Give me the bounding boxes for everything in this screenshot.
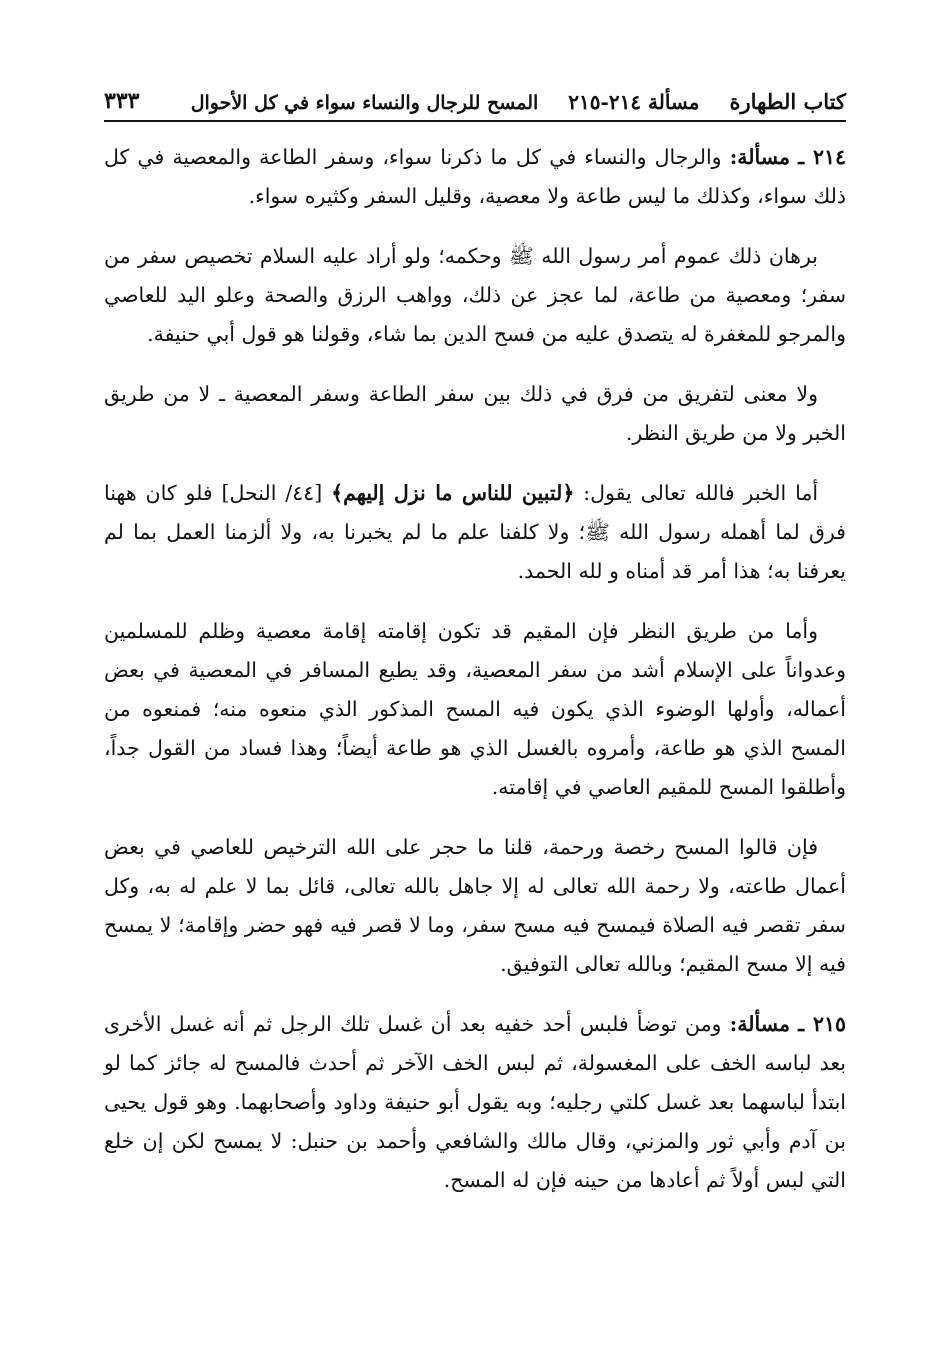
paragraph-text: ولا معنى لتفريق من فرق في ذلك بين سفر الطاعة وسفر المعصية ـ لا من طريق الخبر ولا من طريق النظر. — [104, 382, 846, 445]
paragraph-text: فإن قالوا المسح رخصة ورحمة، قلنا ما حجر على الله الترخيص للعاصي في بعض أعمال طاعته، ولا رحمة الله تعالى له إلا جاهل بالله تعالى، قائل بما لا علم له به، وكل سفر تقصر فيه الصلاة فيمسح فيه مسح سفر، وما لا قصر فيه فهو حضر وإقامة؛ لا يمسح فيه إلا مسح المقيم؛ وبالله تعالى التوفيق. — [104, 835, 846, 976]
quran-quote: ﴿لتبين للناس ما نزل إليهم﴾ — [331, 481, 575, 505]
paragraph-reasoning — [104, 612, 846, 807]
book-title: كتاب الطهارة — [729, 89, 846, 114]
issue-number: ٢١٤ ـ — [798, 145, 846, 169]
issue-number: ٢١٥ ـ — [798, 1012, 846, 1036]
paragraph-issue-215 — [104, 1005, 846, 1200]
issue-range: مسألة ٢١٤-٢١٥ — [568, 90, 700, 114]
paragraph-text-after: [٤٤/ النحل] فلو كان ههنا فرق لما أهمله رسول الله ﷺ؛ ولا كلفنا علم ما لم يخبرنا به، ولا ألزمنا العمل بما لم يعرفنا به؛ هذا أمر قد أمناه و لله الحمد. — [104, 481, 846, 583]
paragraph-report — [104, 474, 846, 591]
paragraph-issue-214 — [104, 138, 846, 216]
issue-label: مسألة: — [729, 1012, 790, 1036]
paragraph-text-before: أما الخبر فالله تعالى يقول: — [574, 481, 819, 505]
issue-label: مسألة: — [729, 145, 791, 169]
paragraph-text: برهان ذلك عموم أمر رسول الله ﷺ وحكمه؛ ولو أراد عليه السلام تخصيص سفر من سفر؛ ومعصية من طاعة، لما عجز عن ذلك، وواهب الرزق والصحة وعلو اليد للعاصي والمرجو للمغفرة له يتصدق عليه من فسح الدين بما شاء، وقولنا هو قول أبي حنيفة. — [104, 244, 846, 346]
header-titles — [191, 89, 846, 114]
paragraph-text: والرجال والنساء في كل ما ذكرنا سواء، وسفر الطاعة والمعصية في كل ذلك سواء، وكذلك ما ليس طاعة ولا معصية، وقليل السفر وكثيره سواء. — [104, 145, 846, 208]
page-number: ٣٣٣ — [104, 88, 140, 114]
paragraph-no-distinction — [104, 375, 846, 453]
paragraph-objection — [104, 828, 846, 984]
topic-title: المسح للرجال والنساء سواء في كل الأحوال — [190, 92, 539, 114]
page-body — [104, 138, 846, 1200]
paragraph-proof — [104, 237, 846, 354]
page-header — [104, 78, 846, 122]
paragraph-text: ومن توضأ فلبس أحد خفيه بعد أن غسل تلك الرجل ثم أنه غسل الأخرى بعد لباسه الخف على المغسولة، ثم لبس الخف الآخر ثم أحدث فالمسح له جائز كما لو ابتدأ لباسهما بعد غسل كلتي رجليه؛ وبه يقول أبو حنيفة وداود وأصحابهما. وهو قول يحيى بن آدم وأبي ثور والمزني، وقال مالك والشافعي وأحمد بن حنبل: لا يمسح لكن إن خلع التي لبس أولاً ثم أعادها من حينه فإن له المسح. — [104, 1012, 846, 1192]
paragraph-text: وأما من طريق النظر فإن المقيم قد تكون إقامته إقامة معصية وظلم للمسلمين وعدواناً على الإسلام أشد من سفر المعصية، وقد يطيع المسافر في المعصية في بعض أعماله، وأولها الوضوء الذي يكون فيه المسح المذكور الذي منعوه منه؛ فمنعوه من المسح الذي هو طاعة، وأمروه بالغسل الذي هو طاعة أيضاً؛ وهذا فساد من القول جداً، وأطلقوا المسح للمقيم العاصي في إقامته. — [104, 619, 846, 799]
